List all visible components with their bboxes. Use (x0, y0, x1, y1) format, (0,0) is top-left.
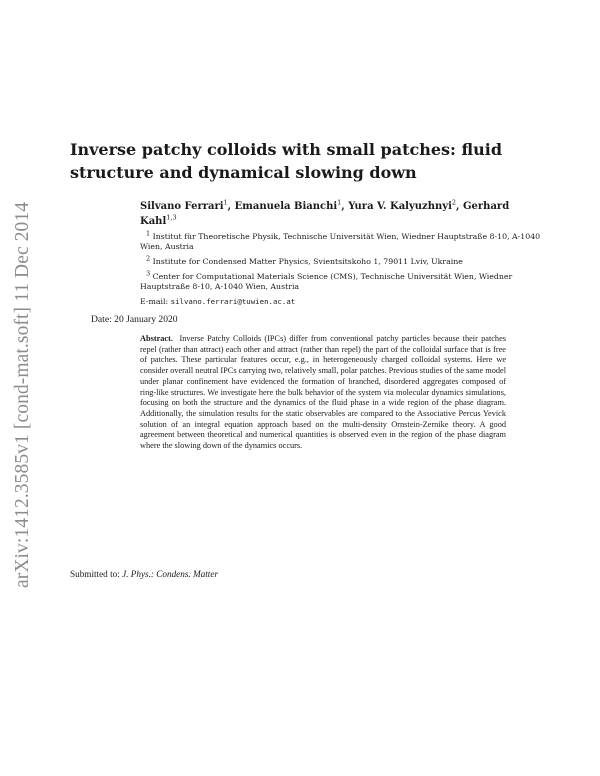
author-name: Silvano Ferrari (140, 201, 224, 212)
affiliation (140, 229, 550, 253)
author-affiliation-mark: 2 (451, 198, 457, 207)
affiliation-text: Center for Computational Materials Science (CMS), Technische Universität Wien, Wiedner Hauptstraße 8-10, A-1040 Wien, Austria (140, 272, 513, 292)
author-list (140, 199, 540, 229)
email-label: E-mail: (140, 297, 169, 306)
affiliation-text: Institute for Condensed Matter Physics, Svientsitskoho 1, 79011 Lviv, Ukraine (152, 257, 463, 267)
affiliation-mark: 3 (146, 269, 151, 278)
author-name: Emanuela Bianchi (234, 201, 338, 212)
document-date: Date: 20 January 2020 (91, 314, 178, 325)
author (234, 198, 349, 212)
journal-name: J. Phys.: Condens. Matter (122, 569, 219, 579)
arxiv-identifier: arXiv:1412.3585v1 [cond-mat.soft] 11 Dec 2014 (12, 201, 33, 588)
affiliation (140, 254, 550, 267)
author (140, 198, 235, 212)
author-affiliation-mark: 1 (337, 198, 342, 207)
affiliation (140, 269, 550, 293)
abstract (140, 334, 506, 452)
affiliation-mark: 2 (146, 254, 151, 263)
affiliation-text: Institut für Theoretische Physik, Technische Universität Wien, Wiedner Hauptstraße 8-10, A-1040 Wien, Austria (140, 232, 541, 252)
author-affiliation-mark: 1,3 (166, 213, 177, 222)
abstract-label: Abstract. (140, 334, 173, 343)
author-name: Yura V. Kalyuzhnyi (348, 201, 452, 212)
paper-title: Inverse patchy colloids with small patches: fluid structure and dynamical slowing down (70, 140, 503, 182)
affiliation-list (140, 229, 550, 297)
submission-note (70, 569, 218, 579)
email-address[interactable]: silvano.ferrari@tuwien.ac.at (170, 297, 296, 306)
abstract-text: Inverse Patchy Colloids (IPCs) differ from conventional patchy particles because their patches repel (rather than attract) each other and attract (rather than repel) the part of the colloidal surface that is free of patches. These particular features occur, e.g., in heterogeneously charged colloidal systems. Here we consider overall neutral IPCs carrying two, relatively small, polar patches. Previous studies of the same model under planar confinement have evidenced the formation of branched, disordered aggregates composed of ring-like structures. We investigate here the bulk behavior of the system via molecular dynamics simulations, focusing on both the structure and the dynamics of the fluid phase in a wide region of the phase diagram. Additionally, the simulation results for the static observables are compared to the Associative Percus Yevick solution of an integral equation approach based on the multi-density Ornstein-Zernike theory. A good agreement between theoretical and numerical quantities is observed even in the region of the phase diagram where the slowing down of the dynamics occurs. (140, 334, 506, 451)
contact-email (140, 297, 295, 306)
submitted-label: Submitted to: (70, 569, 120, 579)
author-separator: , (227, 201, 235, 212)
author-affiliation-mark: 1 (223, 198, 228, 207)
author-name: Gerhard Kahl (140, 201, 510, 227)
author-separator: , (456, 201, 463, 212)
affiliation-mark: 1 (146, 229, 151, 238)
author (348, 198, 463, 212)
author-separator: , (341, 201, 349, 212)
